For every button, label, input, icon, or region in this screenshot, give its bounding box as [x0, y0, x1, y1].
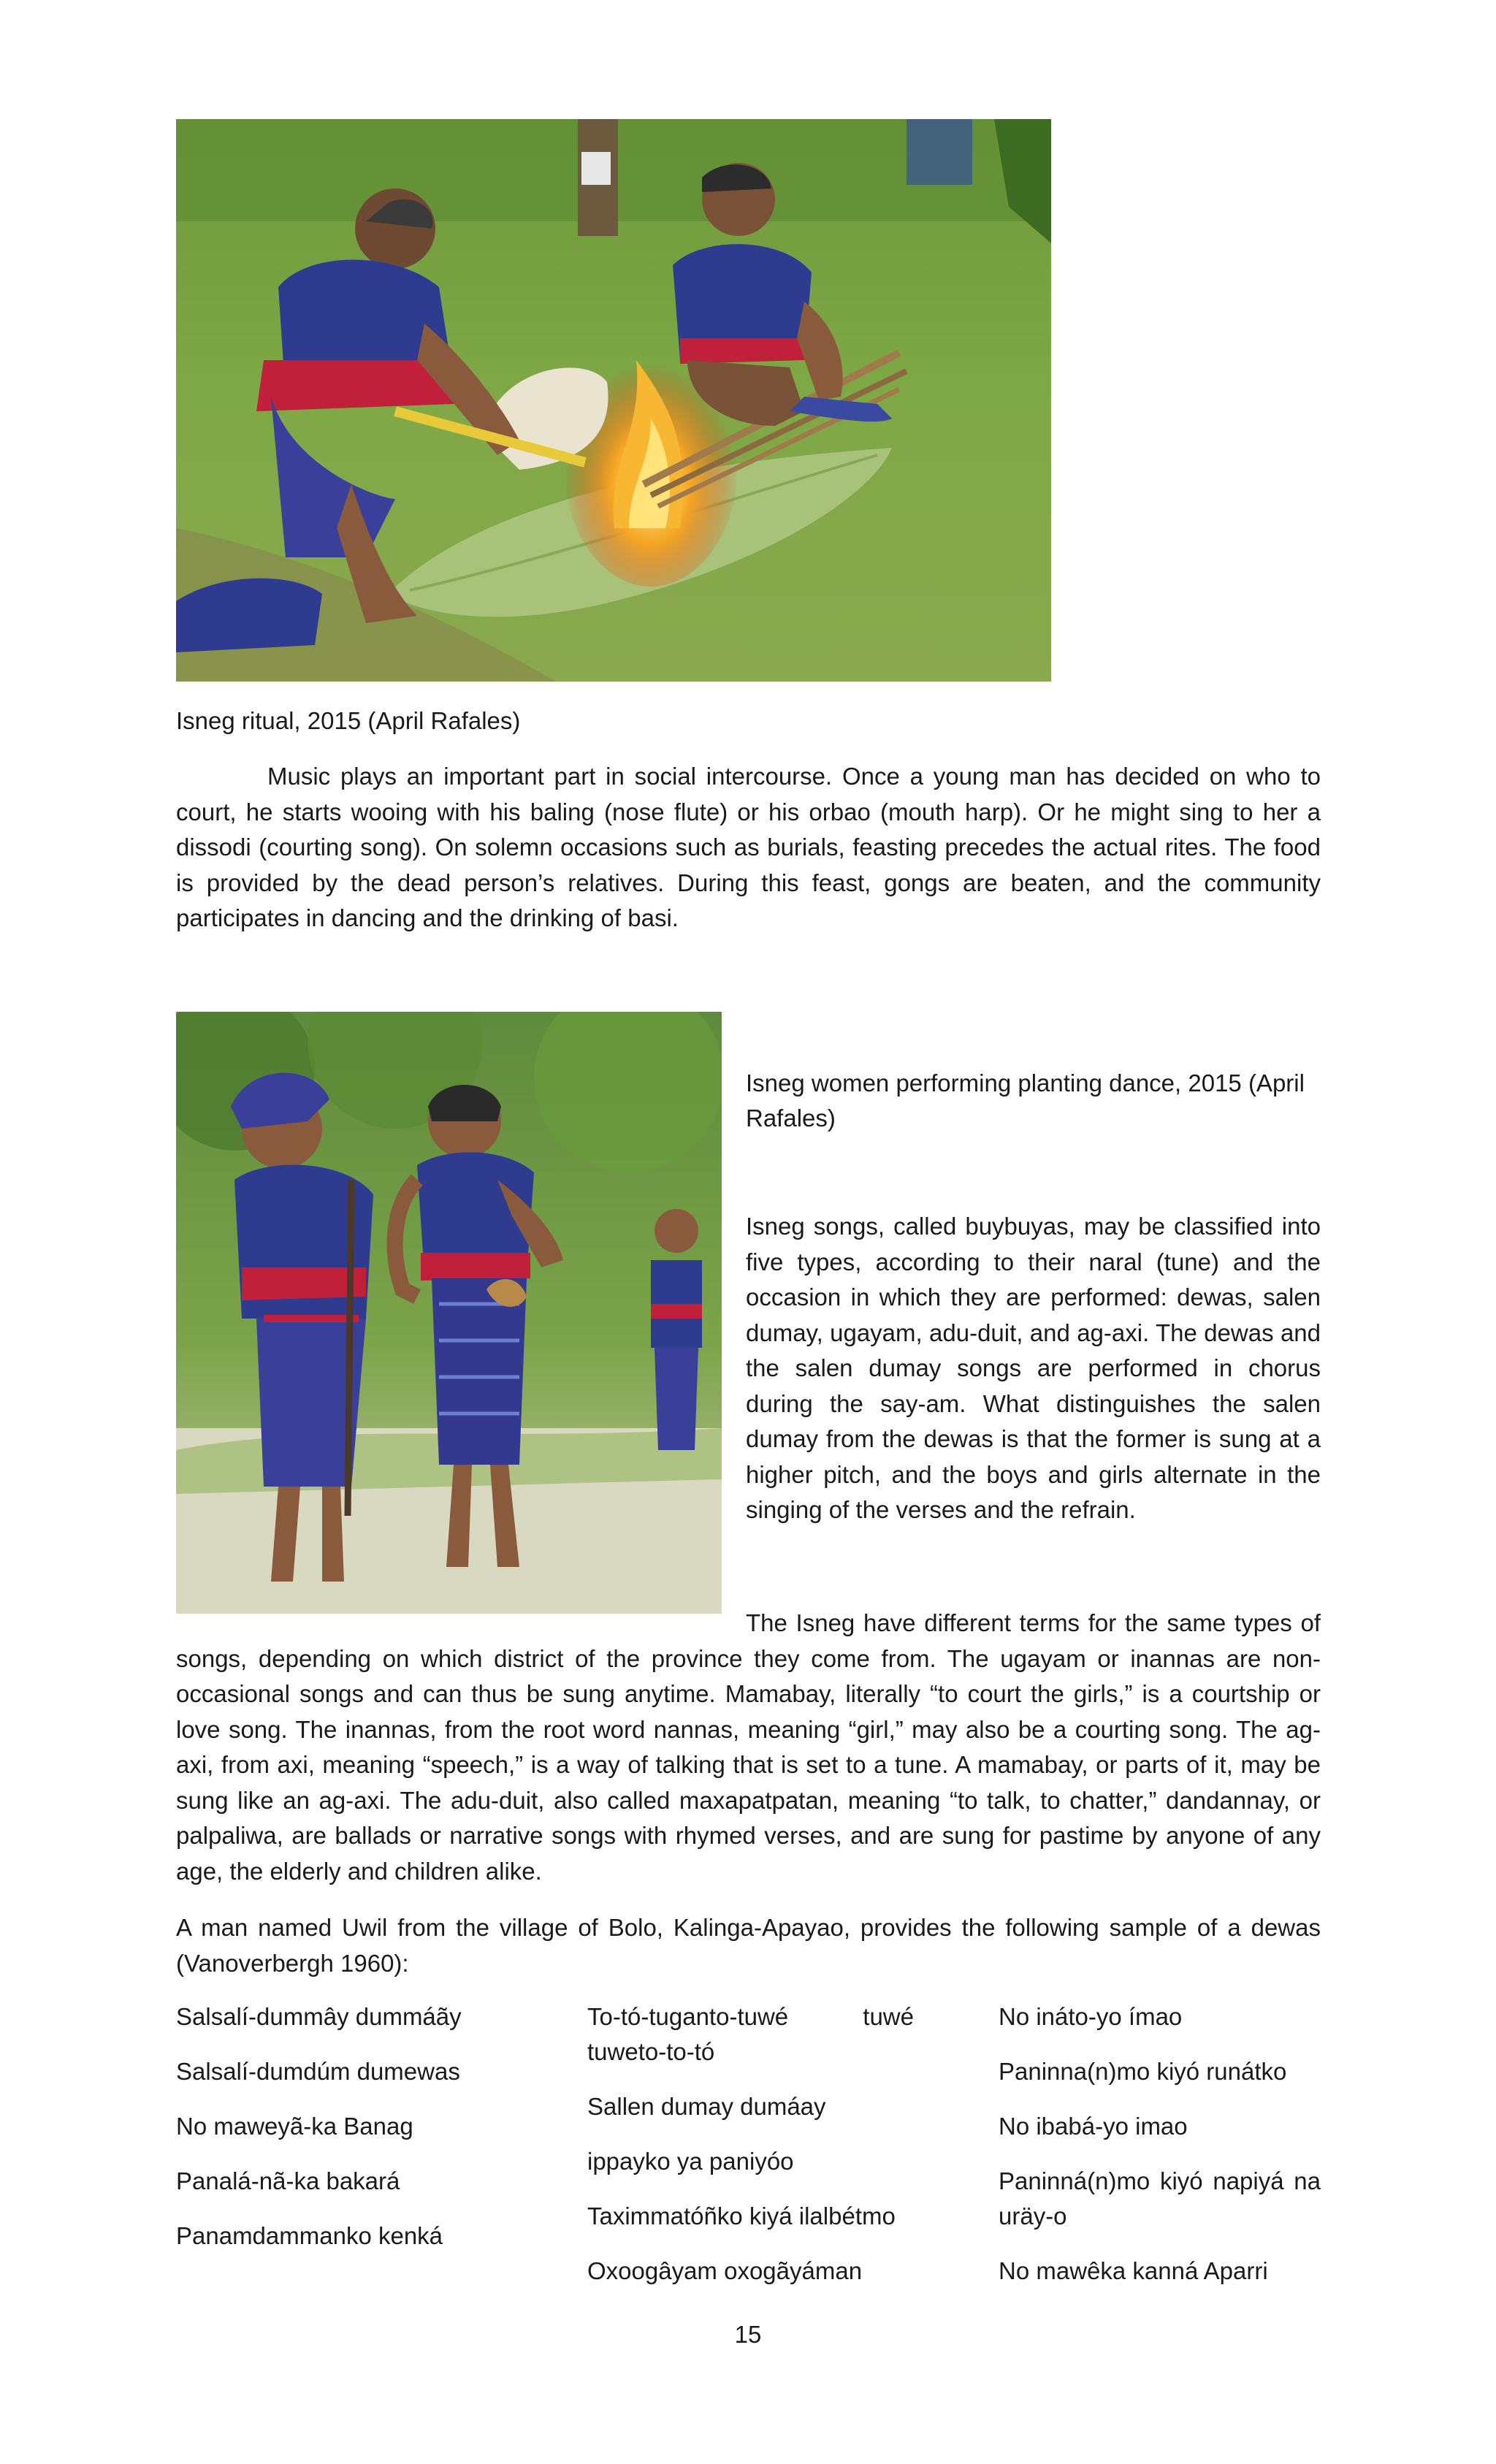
- verse-column-2: [587, 1999, 914, 2308]
- verse-column-1: [176, 1999, 556, 2273]
- verse-line: No ináto-yo ímao: [999, 2003, 1183, 2030]
- verse-line: Salsalí-dummây dummáãy: [176, 2003, 462, 2030]
- verse-line: No mawêka kanná Aparri: [999, 2257, 1268, 2284]
- verse-line: ippayko ya paniyóo: [587, 2148, 794, 2175]
- verse-line: No ibabá-yo imao: [999, 2113, 1188, 2140]
- verse-line: No maweyã-ka Banag: [176, 2113, 413, 2140]
- isneg-ritual-photo: [176, 119, 1051, 682]
- verse-line: Panamdammanko kenká: [176, 2222, 443, 2249]
- planting-dance-photo: [176, 1012, 722, 1614]
- verse-line: Panalá-nã-ka bakará: [176, 2167, 400, 2194]
- paragraph-music: Music plays an important part in social intercourse. Once a young man has decided on who to court, he starts wooing with his baling (nose flute) or his orbao (mouth harp). Or he might sing to her a dissodi (courting song). On solemn occasions such as burials, feasting precedes the actual rites. The food is provided by the dead person’s relatives. During this feast, gongs are beaten, and the community participates in dancing and the drinking of basi.: [176, 763, 1321, 931]
- verse-line: Salsalí-dumdúm dumewas: [176, 2058, 460, 2085]
- paragraph-terms: The Isneg have different terms for the same types of songs, depending on which district of the province they come from. The ugayam or inannas are non-occasional songs and can thus be sung anytime. Mamabay, literally “to court the girls,” is a courtship or love song. The inannas, from the root word nannas, meaning “girl,” may also be a courting song. The ag-axi, from axi, meaning “speech,” is a way of talking that is set to a tune. A mamabay, or parts of it, may be sung like an ag-axi. The adu-duit, also called maxapatpatan, meaning “to talk, to chatter,” dandannay, or palpaliwa, are ballads or narrative songs with rhymed verses, and are sung for pastime by anyone of any age, the elderly and children alike.: [176, 1609, 1321, 1885]
- verse-line: Sallen dumay dumáay: [587, 2093, 826, 2120]
- page-number: 15: [734, 2321, 762, 2348]
- verse-line: Paninna(n)mo kiyó runátko: [999, 2058, 1287, 2085]
- verse-line: To-tó-tuganto-tuwé tuwé tuweto-to-tó: [587, 2003, 914, 2065]
- verse-column-3: [999, 1999, 1321, 2308]
- verse-line: Oxoogâyam oxogãyáman: [587, 2257, 863, 2284]
- dance-photo-caption: Isneg women performing planting dance, 2015 (April Rafales): [746, 1069, 1305, 1132]
- verse-line: Paninná(n)mo kiyó napiyá na uräy-o: [999, 2167, 1321, 2230]
- ritual-photo-caption: Isneg ritual, 2015 (April Rafales): [176, 707, 521, 734]
- paragraph-sample-intro: A man named Uwil from the village of Bolo, Kalinga-Apayao, provides the following sample of a dewas (Vanoverbergh 1960):: [176, 1914, 1321, 1977]
- verse-line: Taximmatóñko kiyá ilalbétmo: [587, 2202, 896, 2230]
- paragraph-songs: Isneg songs, called buybuyas, may be classified into five types, according to their naral (tune) and the occasion in which they are performed: dewas, salen dumay, ugayam, adu-duit, and ag-axi. The dewas and the salen dumay songs are performed in chorus during the say-am. What distinguishes the salen dumay from the dewas is that the former is sung at a higher pitch, and the boys and girls alternate in the singing of the verses and the refrain.: [746, 1213, 1321, 1523]
